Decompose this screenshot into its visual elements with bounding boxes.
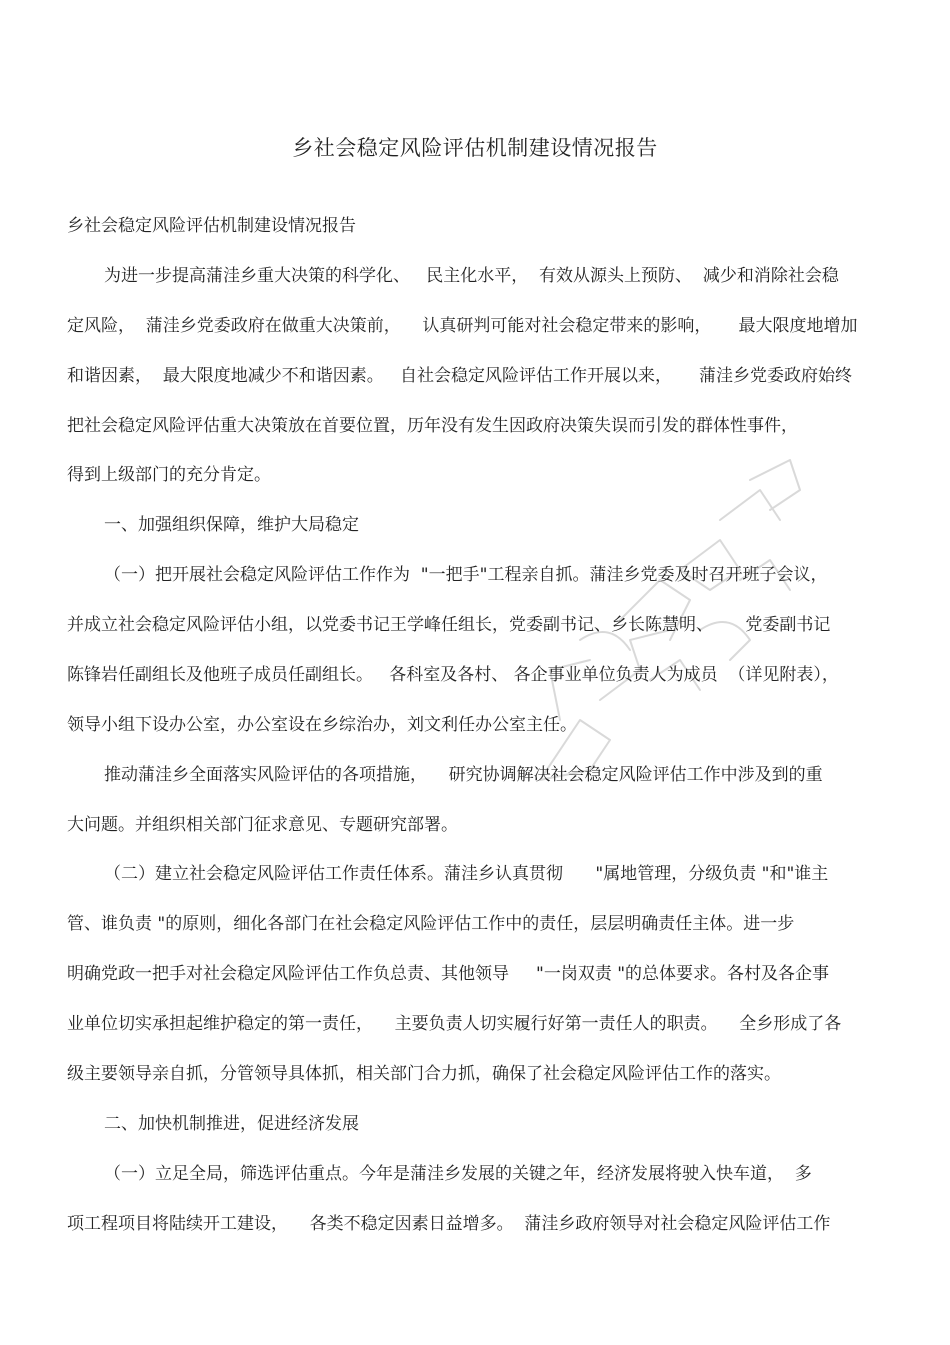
section-heading: 一、加强组织保障，维护大局稳定	[104, 515, 359, 535]
subtitle-line: 乡社会稳定风险评估机制建设情况报告	[67, 216, 356, 236]
paragraph-line: 级主要领导亲自抓，分管领导具体抓，相关部门合力抓，确保了社会稳定风险评估工作的落实。	[67, 1064, 781, 1084]
paragraph-line: 项工程项目将陆续开工建设， 各类不稳定因素日益增多。 蒲洼乡政府领导对社会稳定风险评估工作	[67, 1214, 831, 1234]
paragraph-line: 把社会稳定风险评估重大决策放在首要位置，历年没有发生因政府决策失误而引发的群体性事件，	[67, 416, 798, 436]
paragraph-line: 管、谁负责 "的原则，细化各部门在社会稳定风险评估工作中的责任，层层明确责任主体。进一步	[67, 914, 795, 934]
paragraph-line: 为进一步提高蒲洼乡重大决策的科学化、 民主化水平， 有效从源头上预防、 减少和消除社会稳	[104, 266, 839, 286]
paragraph-line: （一）立足全局，筛选评估重点。今年是蒲洼乡发展的关键之年，经济发展将驶入快车道， 多	[104, 1164, 812, 1184]
paragraph-line: 大问题。并组织相关部门征求意见、专题研究部署。	[67, 815, 458, 835]
paragraph-line: 并成立社会稳定风险评估小组，以党委书记王学峰任组长，党委副书记、乡长陈慧明、 党委副书记	[67, 615, 831, 635]
watermark-stamp	[520, 420, 820, 800]
paragraph-line: 业单位切实承担起维护稳定的第一责任， 主要负责人切实履行好第一责任人的职责。 全乡形成了各	[67, 1014, 842, 1034]
paragraph-line: 定风险， 蒲洼乡党委政府在做重大决策前， 认真研判可能对社会稳定带来的影响， 最大限度地增加	[67, 316, 858, 336]
document-title: 乡社会稳定风险评估机制建设情况报告	[292, 136, 658, 160]
paragraph-line: （二）建立社会稳定风险评估工作责任体系。蒲洼乡认真贯彻 "属地管理，分级负责 "和"谁主	[104, 864, 829, 884]
section-heading: 二、加快机制推进，促进经济发展	[104, 1114, 359, 1134]
paragraph-line: （一）把开展社会稳定风险评估工作作为 "一把手"工程亲自抓。蒲洼乡党委及时召开班子会议，	[104, 565, 828, 585]
paragraph-line: 推动蒲洼乡全面落实风险评估的各项措施， 研究协调解决社会稳定风险评估工作中涉及到的重	[104, 765, 823, 785]
paragraph-line: 陈锋岩任副组长及他班子成员任副组长。 各科室及各村、 各企事业单位负责人为成员 （详见附表），	[67, 665, 839, 685]
paragraph-line: 和谐因素， 最大限度地减少不和谐因素。 自社会稳定风险评估工作开展以来， 蒲洼乡党委政府始终	[67, 366, 853, 386]
paragraph-line: 得到上级部门的充分肯定。	[67, 465, 271, 485]
paragraph-line: 领导小组下设办公室，办公室设在乡综治办，刘文利任办公室主任。	[67, 715, 577, 735]
paragraph-line: 明确党政一把手对社会稳定风险评估工作负总责、其他领导 "一岗双责 "的总体要求。各村及各企事	[67, 964, 830, 984]
